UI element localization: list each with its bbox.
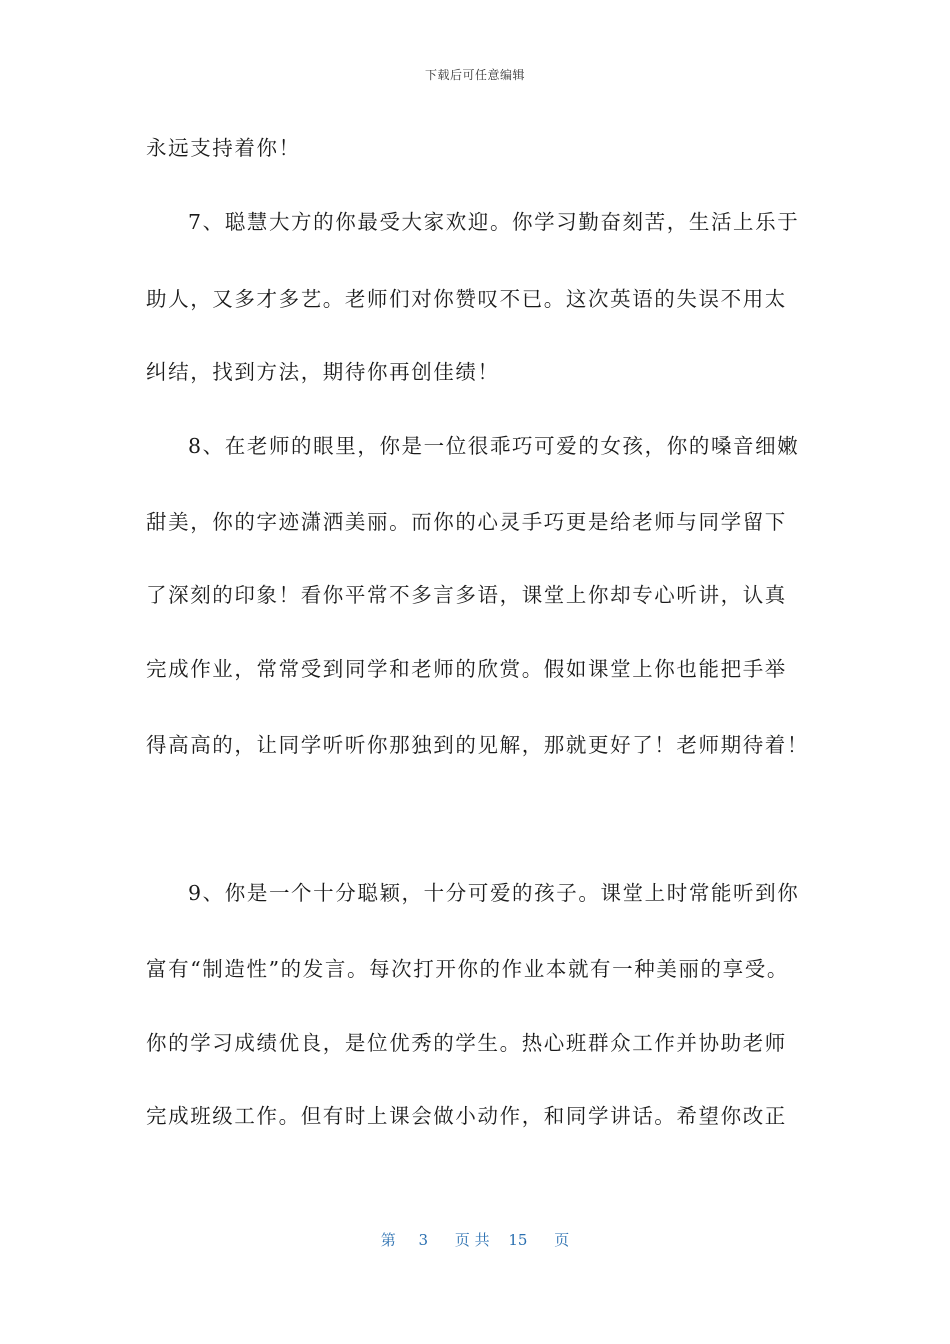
paragraph-7-line: 7、聪慧大方的你最受大家欢迎。你学习勤奋刻苦，生活上乐于: [188, 210, 800, 234]
text-line: 完成班级工作。但有时上课会做小动作，和同学讲话。希望你改正: [146, 1104, 787, 1128]
text-line: 甜美，你的字迹潇洒美丽。而你的心灵手巧更是给老师与同学留下: [146, 510, 787, 534]
footer-total-prefix: 页 共: [454, 1231, 490, 1249]
text-line: 完成作业，常常受到同学和老师的欣赏。假如课堂上你也能把手举: [146, 657, 787, 681]
text-line: 助人，又多才多艺。老师们对你赞叹不已。这次英语的失误不用太: [146, 287, 787, 311]
text-line: 纠结，找到方法，期待你再创佳绩！: [146, 360, 500, 384]
page-footer: [0, 1229, 950, 1250]
text-line: 得高高的，让同学听听你那独到的见解，那就更好了！老师期待着！: [146, 733, 809, 757]
text-line: 富有“制造性”的发言。每次打开你的作业本就有一种美丽的享受。: [146, 957, 789, 981]
text-line: 你的学习成绩优良，是位优秀的学生。热心班群众工作并协助老师: [146, 1031, 787, 1055]
paragraph-8-line: 8、在老师的眼里，你是一位很乖巧可爱的女孩，你的嗓音细嫩: [188, 434, 800, 458]
paragraph-9-line: 9、你是一个十分聪颖，十分可爱的孩子。课堂上时常能听到你: [188, 881, 800, 905]
footer-page-suffix: 页: [554, 1231, 570, 1249]
text-line: 了深刻的印象！看你平常不多言多语，课堂上你却专心听讲，认真: [146, 583, 787, 607]
text-line: 永远支持着你！: [146, 136, 301, 160]
footer-total-pages: 15: [508, 1231, 528, 1249]
page-header: 下载后可任意编辑: [424, 68, 525, 82]
footer-page-word: 第: [380, 1231, 396, 1249]
footer-current-page: 3: [418, 1231, 429, 1249]
